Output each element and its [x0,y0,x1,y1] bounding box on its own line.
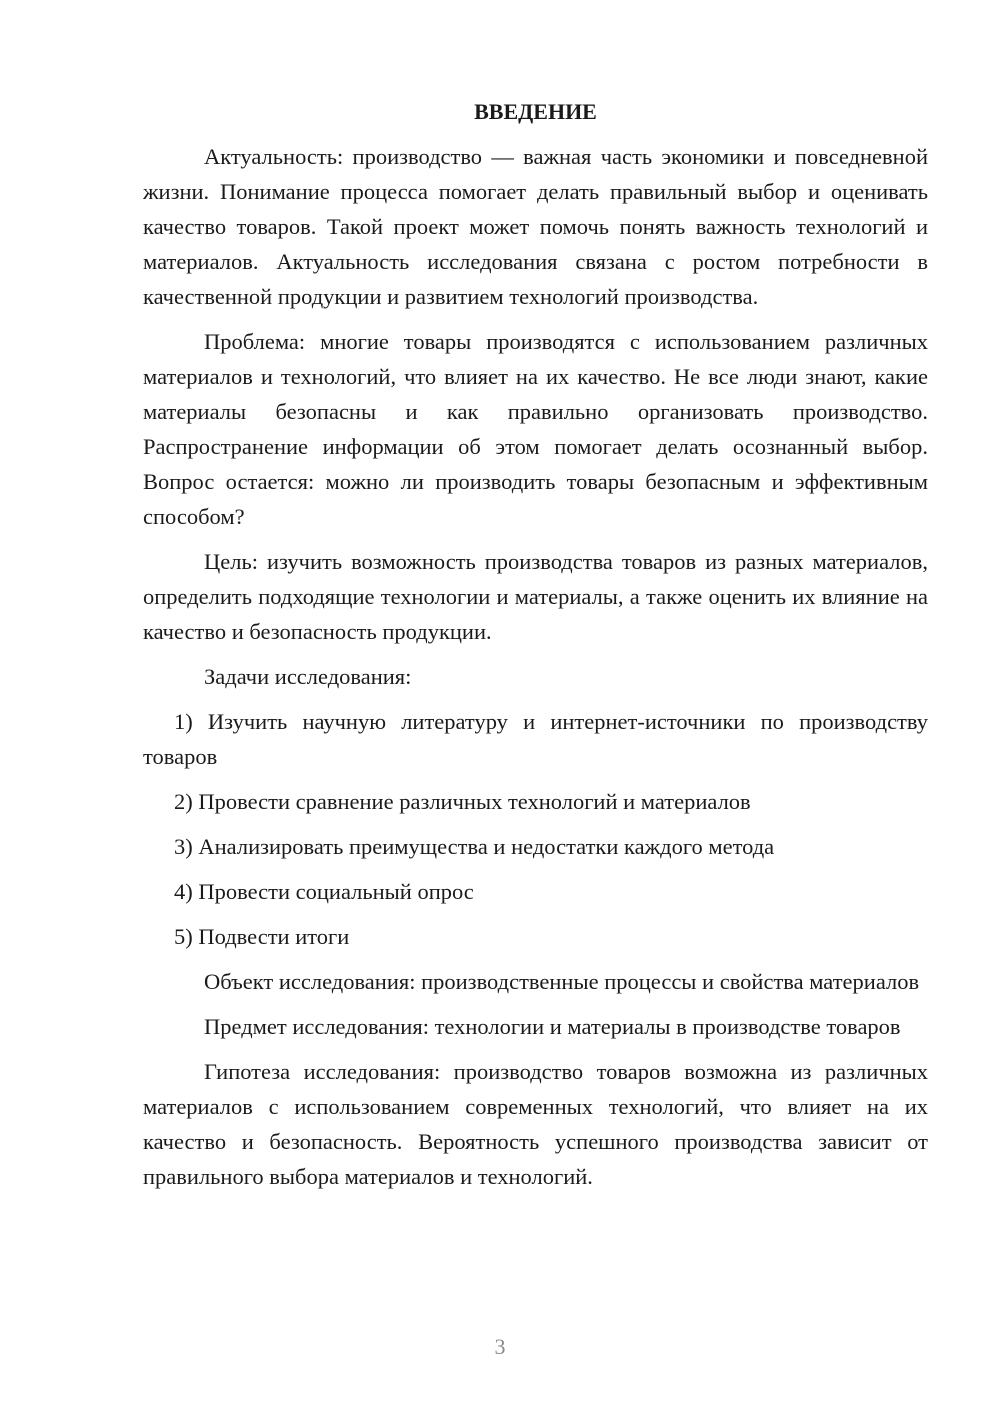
subject-paragraph: Предмет исследования: технологии и материалы в производстве товаров [204,1014,901,1039]
problem-paragraph: Проблема: многие товары производятся с использованием различных материалов и технологий, что влияет на их качество. Не все люди знают, какие материалы безопасны и как правильно организовать производство. Распространение информации об этом помогает делать осознанный выбор. Вопрос остается: можно ли производить товары безопасным и эффективным способом? [143,329,928,529]
task-item: 5) Подвести итоги [174,924,350,949]
object-paragraph: Объект исследования: производственные процессы и свойства материалов [204,969,920,994]
tasks-heading: Задачи исследования: [204,664,412,689]
task-item: 1) Изучить научную литературу и интернет-источники по производству товаров [143,709,928,769]
goal-paragraph: Цель: изучить возможность производства товаров из разных материалов, определить подходящие технологии и материалы, а также оценить их влияние на качество и безопасность продукции. [143,549,928,644]
task-item: 4) Провести социальный опрос [174,879,474,904]
section-heading: ВВЕДЕНИЕ [474,99,597,124]
tasks-list [143,704,928,954]
task-item: 3) Анализировать преимущества и недостатки каждого метода [174,834,775,859]
hypothesis-paragraph: Гипотеза исследования: производство товаров возможна из различных материалов с использованием современных технологий, что влияет на их качество и безопасность. Вероятность успешного производства зависит от правильного выбора материалов и технологий. [143,1059,928,1189]
relevance-paragraph: Актуальность: производство — важная часть экономики и повседневной жизни. Понимание процесса помогает делать правильный выбор и оценивать качество товаров. Такой проект может помочь понять важность технологий и материалов. Актуальность исследования связана с ростом потребности в качественной продукции и развитием технологий производства. [143,144,928,309]
task-item: 2) Провести сравнение различных технологий и материалов [174,789,751,814]
page-number: 3 [494,1334,506,1359]
